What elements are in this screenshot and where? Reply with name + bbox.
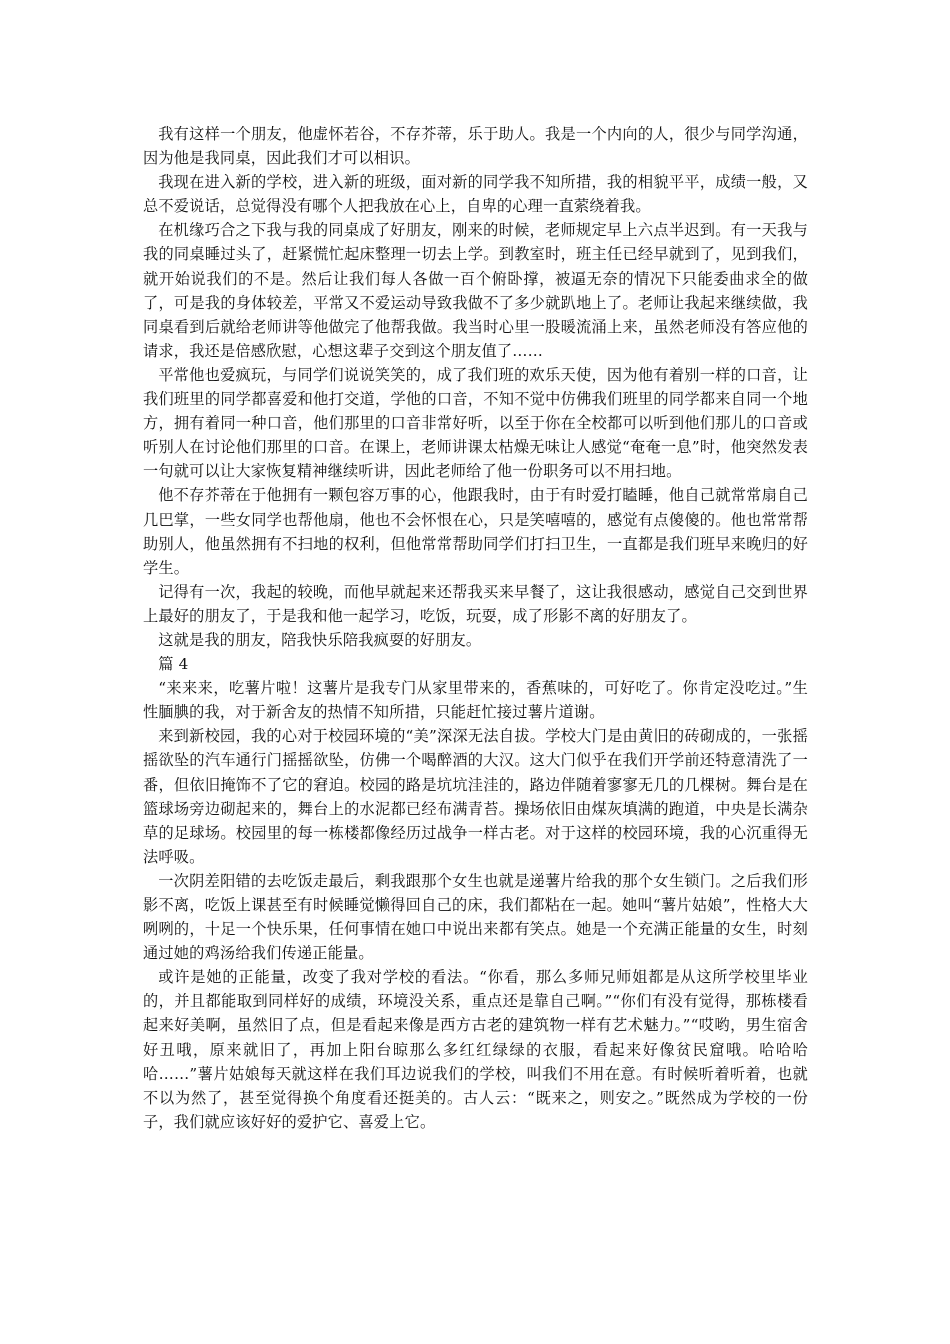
paragraph-3: 在机缘巧合之下我与我的同桌成了好朋友，刚来的时候，老师规定早上六点半迟到。有一天我与我的同桌睡过头了，赶紧慌忙起床整理一切去上学。到教室时，班主任已经早就到了，见到我们，就开始说我们的不是。然后让我们每人各做一百个俯卧撑，被逼无奈的情况下只能委曲求全的做了，可是我的身体较差，平常又不爱运动导致我做不了多少就趴地上了。老师让我起来继续做，我同桌看到后就给老师讲等他做完了他帮我做。我当时心里一股暖流涌上来，虽然老师没有答应他的请求，我还是倍感欣慰，心想这辈子交到这个朋友值了…… bbox=[143, 221, 808, 360]
paragraph-10: 一次阴差阳错的去吃饭走最后，剩我跟那个女生也就是递薯片给我的那个女生锁门。之后我们形影不离，吃饭上课甚至有时候睡觉懒得回自己的床，我们都粘在一起。她叫“薯片姑娘”，性格大大咧咧的，十足一个快乐果，任何事情在她口中说出来都有笑点。她是一个充满正能量的女生，时刻通过她的鸡汤给我们传递正能量。 bbox=[143, 871, 808, 963]
paragraph-2: 我现在进入新的学校，进入新的班级，面对新的同学我不知所措，我的相貌平平，成绩一般，又总不爱说话，总觉得没有哪个人把我放在心上，自卑的心理一直萦绕着我。 bbox=[143, 173, 808, 216]
document-body bbox=[143, 122, 808, 1134]
section-heading: 篇 4 bbox=[158, 655, 189, 674]
paragraph-11: 或许是她的正能量，改变了我对学校的看法。“你看，那么多师兄师姐都是从这所学校里毕业的，并且都能取到同样好的成绩，环境没关系，重点还是靠自己啊。”“你们有没有觉得，那栋楼看起来好美啊，虽然旧了点，但是看起来像是西方古老的建筑物一样有艺术魅力。”“哎哟，男生宿舍好丑哦，原来就旧了，再加上阳台晾那么多红红绿绿的衣服，看起来好像贫民窟哦。哈哈哈哈……”薯片姑娘每天就这样在我们耳边说我们的学校，叫我们不用在意。有时候听着听着，也就不以为然了，甚至觉得换个角度看还挺美的。古人云：“既来之，则安之。”既然成为学校的一份子，我们就应该好好的爱护它、喜爱上它。 bbox=[143, 968, 808, 1131]
paragraph-9: 来到新校园，我的心对于校园环境的“美”深深无法自拔。学校大门是由黄旧的砖砌成的，一张摇摇欲坠的汽车通行门摇摇欲坠，仿佛一个喝醉酒的大汉。这大门似乎在我们开学前还特意清洗了一番，但依旧掩饰不了它的窘迫。校园的路是坑坑洼洼的，路边伴随着寥寥无几的几棵树。舞台是在篮球场旁边砌起来的，舞台上的水泥都已经布满青苔。操场依旧由煤灰填满的跑道，中央是长满杂草的足球场。校园里的每一栋楼都像经历过战争一样古老。对于这样的校园环境，我的心沉重得无法呼吸。 bbox=[143, 727, 808, 866]
paragraph-8: “来来来，吃薯片啦！这薯片是我专门从家里带来的，香蕉味的，可好吃了。你肯定没吃过。”生性腼腆的我，对于新舍友的热情不知所措，只能赶忙接过薯片道谢。 bbox=[143, 679, 808, 722]
paragraph-6: 记得有一次，我起的较晚，而他早就起来还帮我买来早餐了，这让我很感动，感觉自己交到世界上最好的朋友了，于是我和他一起学习，吃饭，玩耍，成了形影不离的好朋友了。 bbox=[143, 582, 808, 625]
paragraph-5: 他不存芥蒂在于他拥有一颗包容万事的心，他跟我时，由于有时爱打瞌睡，他自己就常常扇自己几巴掌，一些女同学也帮他扇，他也不会怀恨在心，只是笑嘻嘻的，感觉有点傻傻的。他也常常帮助别人，他虽然拥有不扫地的权利，但他常常帮助同学们打扫卫生，一直都是我们班早来晚归的好学生。 bbox=[143, 486, 808, 577]
paragraph-7: 这就是我的朋友，陪我快乐陪我疯耍的好朋友。 bbox=[158, 630, 482, 649]
paragraph-4: 平常他也爱疯玩，与同学们说说笑笑的，成了我们班的欢乐天使，因为他有着别一样的口音，让我们班里的同学都喜爱和他打交道，学他的口音，不知不觉中仿佛我们班里的同学都来自同一个地方，拥有着同一种口音，他们那里的口音非常好听，以至于你在全校都可以听到他们那儿的口音或听别人在讨论他们那里的口音。在课上，老师讲课太枯燥无味让人感觉“奄奄一息”时，他突然发表一句就可以让大家恢复精神继续听讲，因此老师给了他一份职务可以不用扫地。 bbox=[143, 365, 808, 481]
paragraph-1: 我有这样一个朋友，他虚怀若谷，不存芥蒂，乐于助人。我是一个内向的人，很少与同学沟通，因为他是我同桌，因此我们才可以相识。 bbox=[143, 125, 808, 168]
